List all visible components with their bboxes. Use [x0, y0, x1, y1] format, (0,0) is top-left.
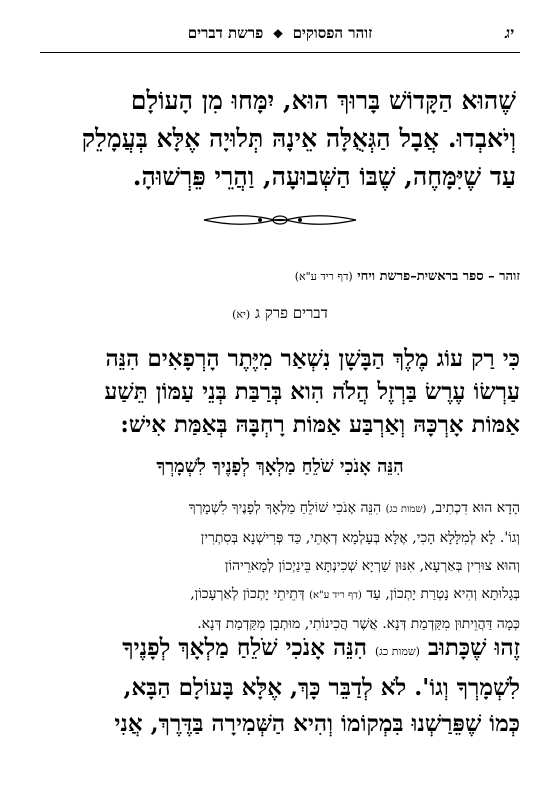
source-page-ref: (דף ריד ע"א): [294, 270, 353, 283]
commentary-line: [40, 494, 520, 524]
citation-ref: (שמות כג): [375, 645, 420, 658]
citation-ref: (דף ריד ע"א): [309, 590, 362, 601]
book-title: זוהר הפסוקים: [292, 24, 373, 42]
header-rule: [40, 52, 520, 53]
citation-ref: (שמות כג): [385, 504, 427, 515]
source-reference: [40, 268, 520, 284]
intro-text-block: [44, 82, 516, 196]
chapter-label: דברים פרק ג: [255, 304, 328, 322]
translation-text: הִנֵּה אָנֹכִי שֹׁלֵחַ מַלְאָךְ לְפָנֶיךָ: [122, 634, 367, 661]
intro-line: וְיֹאבְדוּ. אֲבָל הַגְּאֻלָּה אֵינָהּ תְּלוּיָה אֶלָּא בְּעֲמָלֵק: [81, 124, 516, 153]
parasha-title: פרשת דברים: [187, 24, 264, 42]
aramaic-commentary: [40, 494, 520, 638]
header-title: [40, 24, 520, 43]
verse-number: (יא): [232, 308, 251, 321]
commentary-text: דְּתֵיתֵי יָתְכוֹן לְאַרְעָכוֹן,: [190, 586, 305, 602]
commentary-text: הִנֵּה אָנֹכִי שׁוֹלֵחַ מַלְאָךְ לְפָנֶיךָ לִשְׁמָרְךָ: [188, 500, 382, 516]
running-header: [40, 24, 520, 44]
commentary-line: וְהוּא צוּרִין בְּאַרְעָא, אִנּוּן שַׁרְיָא שְׁכִינְתָּא בֵּינַיְכוֹן לְמָארֵיהוֹן: [224, 558, 520, 574]
page-number: יג: [505, 24, 514, 42]
translation-text: זֶהוּ שֶׁכָּתוּב: [427, 634, 520, 661]
source-label: זוהר – ספר בראשית–פרשת ויחי: [357, 269, 520, 284]
separator-icon: ❖: [272, 27, 284, 41]
verse-text-block: [50, 342, 520, 441]
translation-line: כְּמוֹ שֶׁפֵּרַשְׁנוּ בִּמְקוֹמוֹ וְהִיא הַשְּׁמִירָה בַּדֶּרֶךְ, אֲנִי: [114, 710, 520, 737]
verse-line: אַמּוֹת אָרְכָּהּ וְאַרְבַּע אַמּוֹת רָחְבָּהּ בְּאַמַּת אִישׁ:: [120, 411, 520, 438]
commentary-line: כְּמָה דַּהֲוֵיתוּן מִקַּדְמַת דְּנָא. אֲשֶׁר הֲכִינוֹתִי, מוּתְבָן מִקַּדְמַת דְּנָא.: [197, 616, 520, 632]
commentary-text: הָדָא הוּא דִכְתִיב,: [430, 500, 520, 516]
translation-line: לִשְׁמָרְךָ וְגוֹ'. לֹא לְדַבֵּר כָּךְ, אֶלָּא בָּעוֹלָם הַבָּא,: [123, 674, 520, 701]
commentary-text: בְּגָלוּתָא וְהִיא נָטְרַת יָתְכוֹן, עַד: [366, 586, 520, 602]
chapter-heading: [40, 304, 520, 323]
intro-line: שֶׁהוּא הַקָּדוֹשׁ בָּרוּךְ הוּא, יִמָּחוּ מִן הָעוֹלָם: [130, 86, 516, 115]
translation-line: [44, 630, 520, 670]
commentary-line: [40, 580, 520, 610]
section-title: הִנֵּה אָנֹכִי שֹׁלֵחַ מַלְאָךְ לְפָנֶיךָ לִשְׁמָרְךָ: [156, 456, 404, 477]
ornament-divider-icon: [200, 208, 360, 232]
verse-line: כִּי רַק עוֹג מֶלֶךְ הַבָּשָׁן נִשְׁאַר מִיֶּתֶר הָרְפָאִים הִנֵּה: [105, 345, 520, 372]
intro-line: עַד שֶׁיִּמָּחֶה, שֶׁבּוֹ הַשְּׁבוּעָה, וַהֲרֵי פֵּרְשׁוּהָ.: [132, 162, 516, 191]
commentary-line: וְגוֹ'. לָא לְמִלָּּלָא הָכִי, אֶלָּא בְּעָלְמָא דְאָתֵי, כַּד פְּרִישְׁנָא בְּסִתְרִין: [200, 530, 520, 546]
translation-text-block: [44, 630, 520, 742]
verse-line: עַרְשׂוֹ עֶרֶשׂ בַּרְזֶל הֲלֹה הִוא בְּרַבַּת בְּנֵי עַמּוֹן תֵּשַׁע: [104, 378, 520, 405]
